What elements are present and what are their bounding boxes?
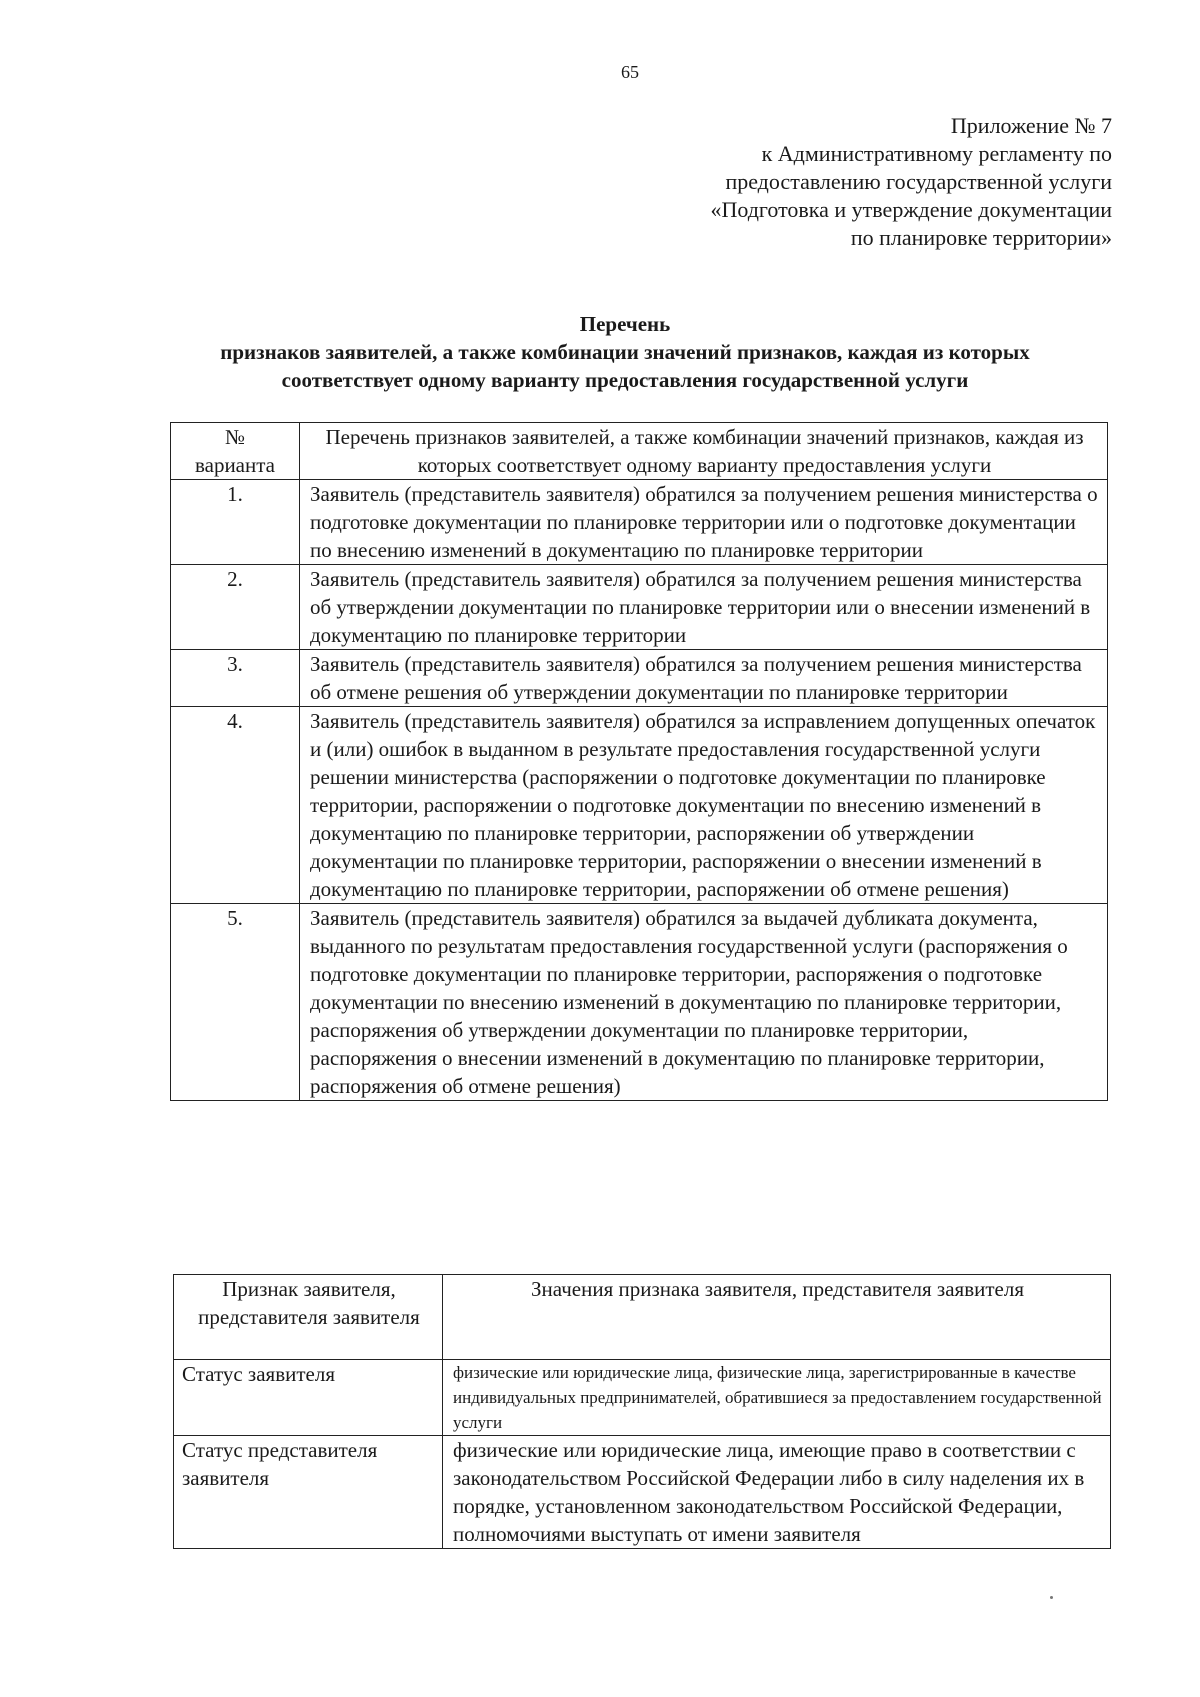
header-sign: Признак заявителя, представителя заявителя — [174, 1275, 443, 1360]
table-row — [171, 707, 1108, 904]
table-header-row — [174, 1275, 1111, 1360]
variant-number: 4. — [171, 707, 300, 904]
table-header-row — [171, 423, 1108, 480]
appendix-block — [592, 112, 1112, 252]
variant-number: 2. — [171, 565, 300, 650]
sign-value: физические или юридические лица, физические лица, зарегистрированные в качестве индивидуальных предпринимателей, обратившиеся за предоставлением государственной услуги — [443, 1360, 1111, 1436]
heading-subtitle-line: признаков заявителей, а также комбинации значений признаков, каждая из которых — [220, 340, 1030, 364]
sign-name: Статус представителя заявителя — [174, 1436, 443, 1549]
variant-number: 5. — [171, 904, 300, 1101]
heading-title: Перечень — [579, 312, 671, 336]
variant-description: Заявитель (представитель заявителя) обратился за получением решения министерства об утверждении документации по планировке территории или о внесении изменений в документацию по планировке территории — [300, 565, 1108, 650]
sign-name: Статус заявителя — [174, 1360, 443, 1436]
signs-table — [173, 1274, 1111, 1549]
header-values: Значения признака заявителя, представителя заявителя — [443, 1275, 1111, 1360]
variant-number: 1. — [171, 480, 300, 565]
table-row — [171, 565, 1108, 650]
appendix-line: по планировке территории» — [850, 225, 1112, 250]
page-number: 65 — [621, 62, 639, 82]
variant-description: Заявитель (представитель заявителя) обратился за получением решения министерства о подготовке документации по планировке территории или о подготовке документации по внесению изменений в документацию по планировке территории — [300, 480, 1108, 565]
variant-number: 3. — [171, 650, 300, 707]
appendix-line: к Административному регламенту по — [761, 141, 1112, 166]
heading-subtitle-line: соответствует одному варианту предоставления государственной услуги — [281, 368, 969, 392]
table-row — [174, 1360, 1111, 1436]
document-heading — [140, 310, 1110, 394]
appendix-line: предоставлению государственной услуги — [725, 169, 1112, 194]
header-variant-description: Перечень признаков заявителей, а также комбинации значений признаков, каждая из которых соответствует одному варианту предоставления услуги — [300, 423, 1108, 480]
table-row — [171, 650, 1108, 707]
table-row — [174, 1436, 1111, 1549]
variants-table — [170, 422, 1108, 1101]
variant-description: Заявитель (представитель заявителя) обратился за получением решения министерства об отмене решения об утверждении документации по планировке территории — [300, 650, 1108, 707]
header-variant-number: № варианта — [171, 423, 300, 480]
variant-description: Заявитель (представитель заявителя) обратился за выдачей дубликата документа, выданного по результатам предоставления государственной услуги (распоряжения о подготовке документации по планировке территории, распоряжения о подготовке документации по внесению изменений в документацию по планировке территории, распоряжения об утверждении документации по планировке территории, распоряжения о внесении изменений в документацию по планировке территории, распоряжения об отмене решения) — [300, 904, 1108, 1101]
appendix-line: «Подготовка и утверждение документации — [710, 197, 1112, 222]
table-row — [171, 480, 1108, 565]
table-row — [171, 904, 1108, 1101]
variant-description: Заявитель (представитель заявителя) обратился за исправлением допущенных опечаток и (или) ошибок в выданном в результате предоставления государственной услуги решении министерства (распоряжении о подготовке документации по планировке территории, распоряжении о подготовке документации по внесению изменений в документацию по планировке территории, распоряжении об утверждении документации по планировке территории, распоряжении о внесении изменений в документацию по планировке территории, распоряжении об отмене решения) — [300, 707, 1108, 904]
appendix-line: Приложение № 7 — [950, 113, 1112, 138]
sign-value: физические или юридические лица, имеющие право в соответствии с законодательством Российской Федерации либо в силу наделения их в порядке, установленном законодательством Российской Федерации, полномочиями выступать от имени заявителя — [443, 1436, 1111, 1549]
scan-speck — [1050, 1596, 1053, 1599]
